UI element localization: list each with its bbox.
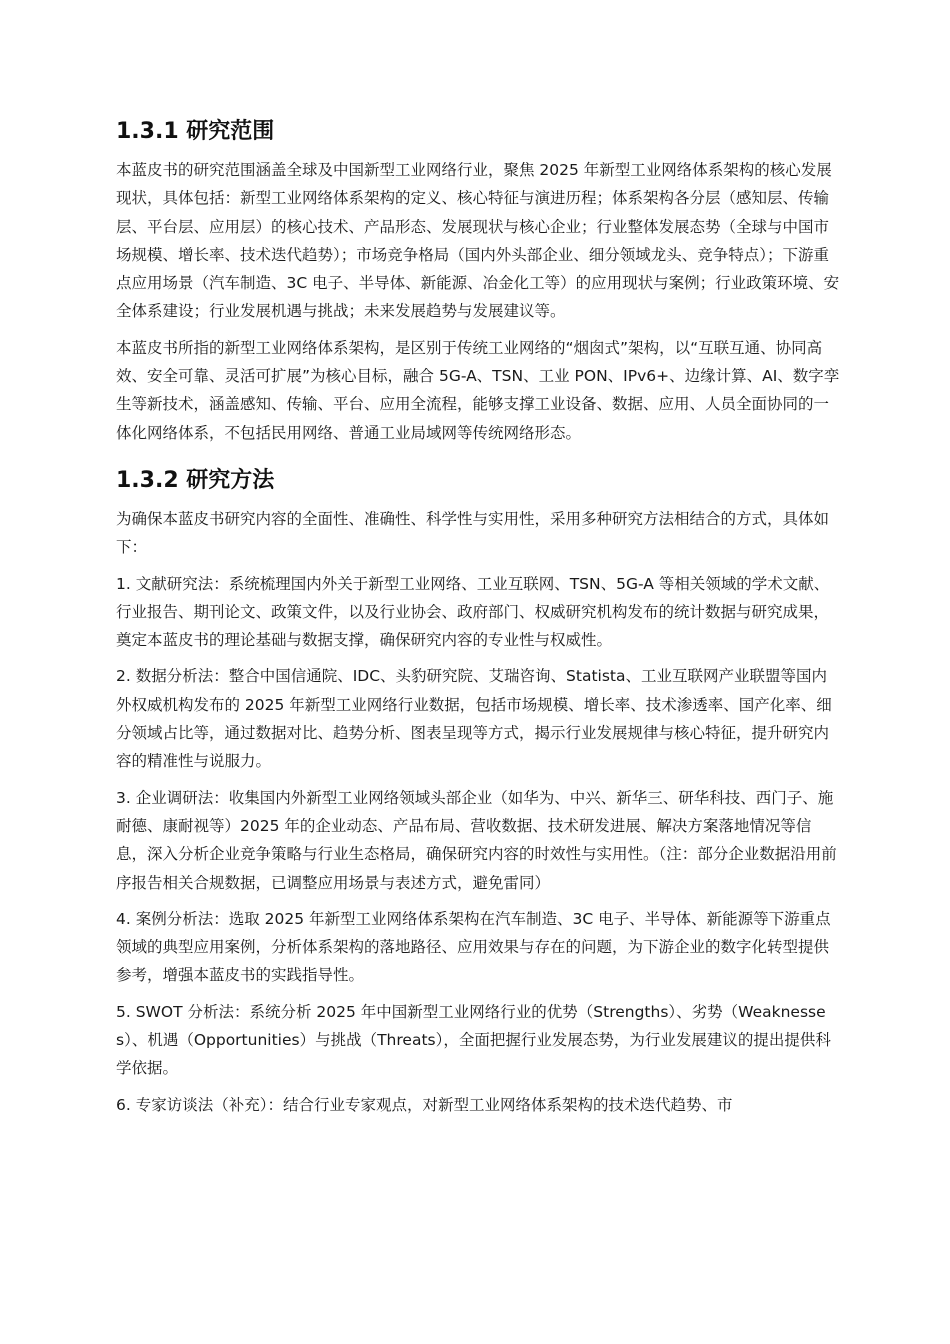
paragraph-method-swot: 5. SWOT 分析法：系统分析 2025 年中国新型工业网络行业的优势（Strengths）、劣势（Weaknesses）、机遇（Opportunities）与挑战（Threats），全面把握行业发展态势，为行业发展建议的提出提供科学依据。 <box>116 1002 831 1078</box>
paragraph-method-case-analysis: 4. 案例分析法：选取 2025 年新型工业网络体系架构在汽车制造、3C 电子、半导体、新能源等下游重点领域的典型应用案例，分析体系架构的落地路径、应用效果与存在的问题，为下游企业的数字化转型提供参考，增强本蓝皮书的实践指导性。 <box>116 909 831 985</box>
paragraph-scope-definition: 本蓝皮书所指的新型工业网络体系架构，是区别于传统工业网络的“烟囱式”架构，以“互联互通、协同高效、安全可靠、灵活可扩展”为核心目标，融合 5G-A、TSN、工业 PON、IPv6+、边缘计算、AI、数字孪生等新技术，涵盖感知、传输、平台、应用全流程，能够支撑工业设备、数据、应用、人员全面协同的一体化网络体系，不包括民用网络、普通工业局域网等传统网络形态。 <box>116 338 840 442</box>
section-heading-research-methods: 1.3.2 研究方法 <box>116 467 275 493</box>
section-research-scope <box>116 112 840 447</box>
document-page <box>116 112 840 1127</box>
paragraph-method-literature: 1. 文献研究法：系统梳理国内外关于新型工业网络、工业互联网、TSN、5G-A 等相关领域的学术文献、行业报告、期刊论文、政策文件，以及行业协会、政府部门、权威研究机构发布的统计数据与研究成果，奠定本蓝皮书的理论基础与数据支撑，确保研究内容的专业性与权威性。 <box>116 574 830 650</box>
paragraph-method-data-analysis: 2. 数据分析法：整合中国信通院、IDC、头豹研究院、艾瑞咨询、Statista、工业互联网产业联盟等国内外权威机构发布的 2025 年新型工业网络行业数据，包括市场规模、增长率、技术渗透率、国产化率、细分领域占比等，通过数据对比、趋势分析、图表呈现等方式，揭示行业发展规律与核心特征，提升研究内容的精准性与说服力。 <box>116 667 832 771</box>
paragraph-scope-overview: 本蓝皮书的研究范围涵盖全球及中国新型工业网络行业，聚焦 2025 年新型工业网络体系架构的核心发展现状，具体包括：新型工业网络体系架构的定义、核心特征与演进历程；体系架构各分层（感知层、传输层、平台层、应用层）的核心技术、产品形态、发展现状与核心企业；行业整体发展态势（全球与中国市场规模、增长率、技术迭代趋势）；市场竞争格局（国内外头部企业、细分领域龙头、竞争特点）；下游重点应用场景（汽车制造、3C 电子、半导体、新能源、冶金化工等）的应用现状与案例；行业政策环境、安全体系建设；行业发展机遇与挑战；未来发展趋势与发展建议等。 <box>116 161 840 321</box>
section-heading-research-scope: 1.3.1 研究范围 <box>116 119 275 144</box>
paragraph-methods-intro: 为确保本蓝皮书研究内容的全面性、准确性、科学性与实用性，采用多种研究方法相结合的方式，具体如下： <box>116 509 830 557</box>
paragraph-method-expert-interview: 6. 专家访谈法（补充）：结合行业专家观点，对新型工业网络体系架构的技术迭代趋势、市 <box>116 1095 733 1114</box>
paragraph-method-enterprise-survey: 3. 企业调研法：收集国内外新型工业网络领域头部企业（如华为、中兴、新华三、研华科技、西门子、施耐德、康耐视等）2025 年的企业动态、产品布局、营收数据、技术研发进展、解决方案落地情况等信息，深入分析企业竞争策略与行业生态格局，确保研究内容的时效性与实用性。（注：部分企业数据沿用前序报告相关合规数据，已调整应用场景与表述方式，避免雷同） <box>116 788 837 892</box>
section-research-methods <box>116 461 840 1119</box>
